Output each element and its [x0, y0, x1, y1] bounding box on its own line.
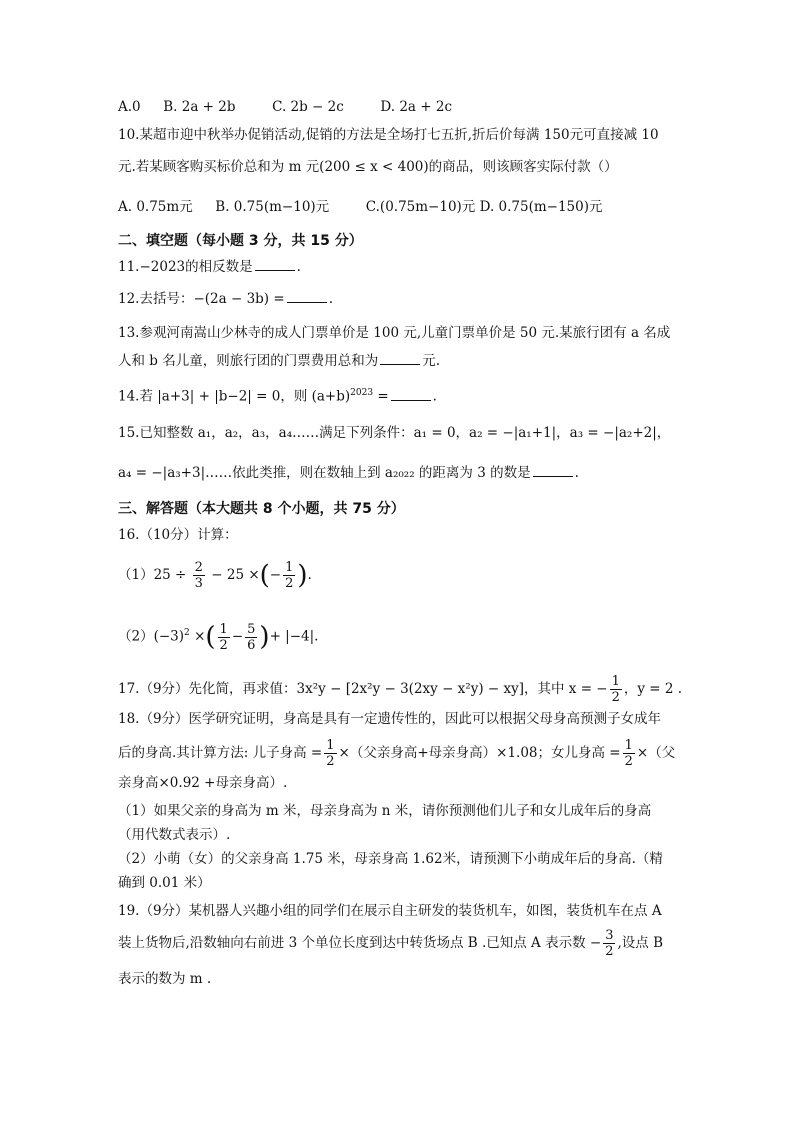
q18-half-1: $\frac{1}{2}$ — [326, 738, 335, 769]
q13-answer-blank[interactable] — [380, 352, 420, 365]
q18-part1-line1: （1）如果父亲的身高为 m 米，母亲身高为 n 米，请你预测他们儿子和女儿成年后的身高 — [118, 803, 652, 819]
q10-options — [118, 198, 603, 216]
q12: 12.去括号：−(2a − 3b) = . — [118, 291, 333, 307]
q15-text: a₄ = −|a₃+3|……依此类推，则在数轴上到 a₂₀₂₂ 的距离为 3 的数是 — [118, 465, 531, 481]
q16-1-fraction: $\frac{2}{3}$ — [194, 560, 203, 591]
q18-part2-line2: 确到 0.01 米） — [118, 875, 211, 891]
q16-1-neg-fraction: $\frac{1}{2}$ — [285, 560, 294, 591]
q16-2-times: × — [194, 628, 206, 645]
q19-text-tail: ,设点 B — [617, 935, 663, 951]
q19-line1: 19.（9分）某机器人兴趣小组的同学们在展示自主研发的装货机车，如图，装货机车在点 A — [118, 903, 662, 919]
q10-option-b: B. 0.75(m−10)元 — [215, 199, 330, 215]
q10-line1: 10.某超市迎中秋举办促销活动,促销的方法是全场打七五折,折后价每满 150元可直接减 10 — [118, 127, 659, 143]
q16: 16.（10分）计算： — [118, 527, 238, 543]
q11-answer-blank[interactable] — [255, 258, 295, 271]
q14-answer-blank[interactable] — [391, 388, 431, 401]
q16-2-exponent: 2 — [184, 628, 190, 638]
q9-options — [118, 98, 452, 116]
q18-line1: 18.（9分）医学研究证明，身高是具有一定遗传性的，因此可以根据父母身高预测子女成年 — [118, 711, 662, 727]
q15-answer-blank[interactable] — [533, 464, 573, 477]
q18-line2 — [118, 738, 675, 769]
q16-part2: $(2)(-3)^2$ ×( $\frac{1}{2}$ − $\frac{5}{6}$ )+ |−4|. — [118, 621, 319, 653]
q14: 14.若 |a+3| + |b−2| = 0，则 $(a+b)^{2023}$ = . — [118, 388, 437, 405]
q16-2-tail: + |−4|. — [269, 628, 319, 645]
q17-fraction: $\frac{1}{2}$ — [611, 674, 620, 705]
q11: 11.−2023的相反数是 . — [118, 259, 301, 275]
q13-text: 人和 b 名儿童，则旅行团的门票费用总和为 — [118, 353, 379, 369]
q18-line2-tail: ×（父 — [636, 745, 676, 761]
q18-daughter-formula: ×（父亲身高+母亲身高）×1.08；女儿身高 = — [338, 745, 621, 761]
q9-option-b: B. 2a + 2b — [163, 99, 236, 115]
q9-option-a: A.0 — [118, 99, 141, 115]
q9-option-c: C. 2b − 2c — [272, 99, 344, 115]
q14-exponent: 2023 — [350, 388, 374, 398]
q16-2-fraction2: $\frac{5}{6}$ — [247, 621, 256, 653]
q16-2-fraction1: $\frac{1}{2}$ — [219, 621, 228, 653]
q19-fraction: $\frac{3}{2}$ — [605, 928, 614, 959]
q16-1-prefix: （1）25 ÷ — [118, 567, 187, 583]
q18-son-formula: 后的身高.其计算方法: 儿子身高 = — [118, 745, 323, 761]
section3-title: 三、解答题（本大题共 8 个小题，共 75 分） — [118, 501, 405, 517]
q15-line1: 15.已知整数 a₁，a₂，a₃，a₄……满足下列条件：a₁ = 0，a₂ = −|a₁+1|，a₃ = −|a₂+2|， — [118, 425, 671, 441]
q9-option-d: D. 2a + 2c — [380, 99, 453, 115]
q13-line1: 13.参观河南嵩山少林寺的成人门票单价是 100 元,儿童门票单价是 50 元.某旅行团有 a 名成 — [118, 325, 671, 341]
q13-unit: 元. — [422, 353, 441, 369]
q18-half-2: $\frac{1}{2}$ — [624, 738, 633, 769]
q10-option-d: D. 0.75(m−150)元 — [479, 199, 603, 215]
q16-2-prefix: （2）(−3) — [118, 628, 185, 645]
q18-part2-line1: （2）小萌（女）的父亲身高 1.75 米，母亲身高 1.62米，请预测下小萌成年后的身高.（精 — [118, 851, 663, 867]
q10-line2: 元.若某顾客购买标价总和为 m 元(200 ≤ x < 400)的商品，则该顾客实际付款（） — [118, 159, 618, 175]
q12-text: 12.去括号：−(2a − 3b) = — [118, 291, 285, 307]
q19-line2 — [118, 928, 663, 959]
q10-option-c: C.(0.75m−10)元 — [365, 199, 476, 215]
q18-part1-line2: （用代数式表示）. — [118, 827, 231, 843]
q10-option-a: A. 0.75m元 — [118, 199, 193, 215]
q17 — [118, 674, 682, 705]
q12-answer-blank[interactable] — [287, 290, 327, 303]
section2-title: 二、填空题（每小题 3 分，共 15 分） — [118, 233, 363, 249]
q17-tail: ，y = 2 . — [623, 681, 683, 697]
q15-line2: a₄ = −|a₃+3|……依此类推，则在数轴上到 a₂₀₂₂ 的距离为 3 的数是 . — [118, 465, 579, 481]
q17-text: 17.（9分）先化简，再求值：3x²y − [2x²y − 3(2xy − x²y) − xy]，其中 x = − — [118, 681, 608, 697]
q11-text: 11.−2023的相反数是 — [118, 259, 253, 275]
q14-text: 14.若 |a+3| + |b−2| = 0，则 (a+b) — [118, 388, 351, 405]
q18-line3: 亲身高×0.92 +母亲身高）. — [118, 775, 288, 791]
q19-text: 装上货物后,沿数轴向右前进 3 个单位长度到达中转货场点 B .已知点 A 表示数 − — [118, 935, 602, 951]
q16-1-mid: − 25 × — [211, 567, 260, 583]
q19-line3: 表示的数为 m . — [118, 971, 212, 987]
q13-line2 — [118, 352, 440, 370]
q16-part1: （1）25 ÷ $\frac{2}{3}$ − 25 ×(− $\frac{1}{2}$ ). — [118, 560, 312, 591]
